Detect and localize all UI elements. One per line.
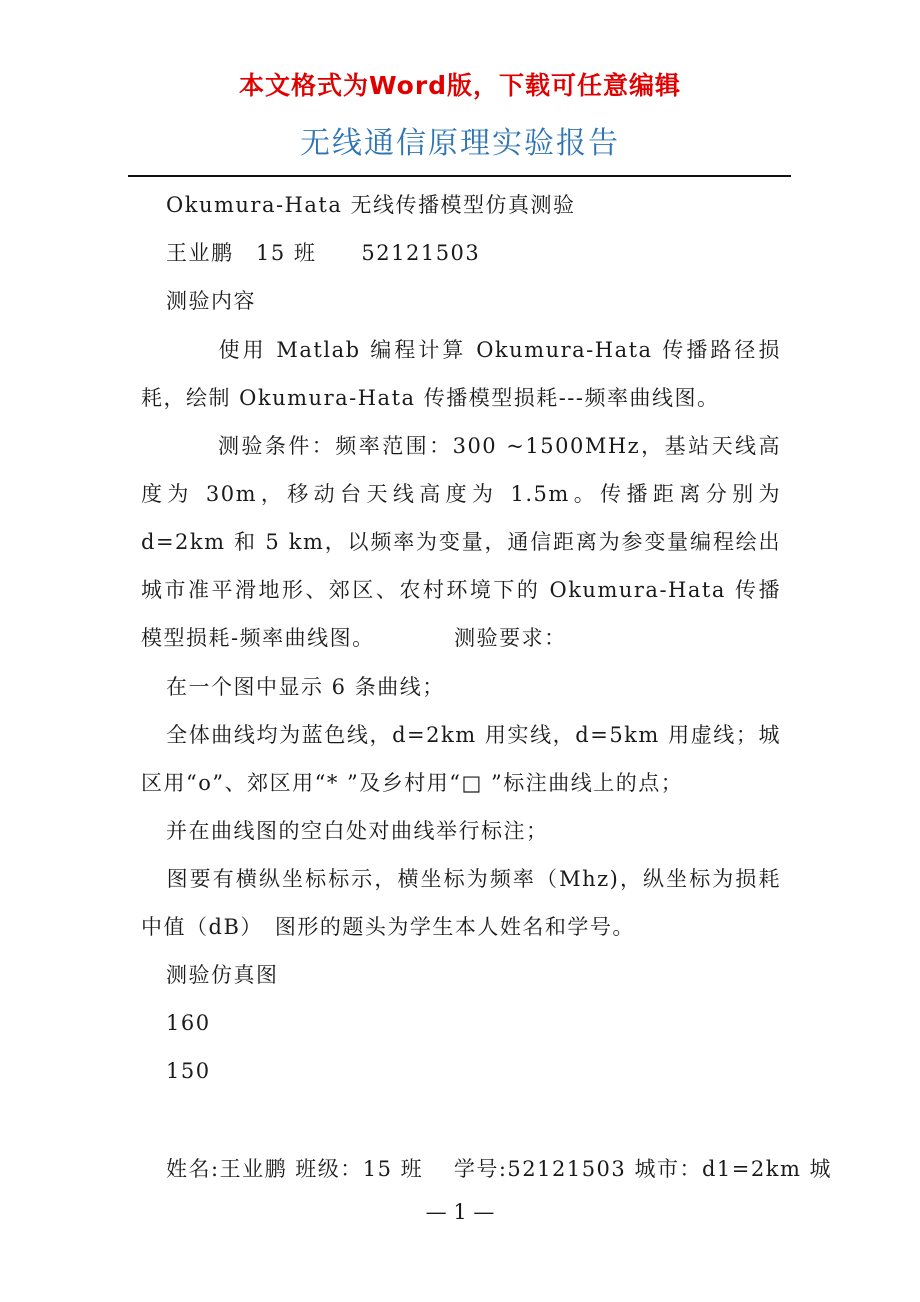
title-divider — [128, 175, 791, 177]
figure-caption: 姓名:王业鹏 班级：15 班 学号:52121503 城市：d1=2km 城 — [166, 1157, 833, 1181]
requirement-item-4-text: 图要有横纵坐标标示，横坐标为频率（Mhz)，纵坐标为损耗中值（dB） 图形的题头为学生本人姓名和学号。 — [141, 867, 781, 939]
content-paragraph-text: 使用 Matlab 编程计算 Okumura-Hata 传播路径损耗，绘制 Okumura-Hata 传播模型损耗---频率曲线图。 — [141, 338, 781, 410]
requirement-item-2 — [141, 711, 781, 807]
report-subtitle: Okumura-Hata 无线传播模型仿真测验 — [166, 193, 576, 217]
conditions-paragraph — [141, 422, 781, 662]
content-paragraph — [141, 326, 781, 422]
axis-tick-label: 160 — [166, 1011, 211, 1035]
format-banner: 本文格式为Word版，下载可任意编辑 — [238, 71, 682, 100]
requirement-item-3: 并在曲线图的空白处对曲线举行标注； — [166, 819, 549, 843]
author-line: 王业鹏 15 班 52121503 — [166, 241, 481, 265]
section-heading-content: 测验内容 — [166, 289, 256, 313]
document-title: 无线通信原理实验报告 — [300, 126, 620, 161]
requirement-item-2-text: 全体曲线均为蓝色线，d=2km 用实线，d=5km 用虚线；城区用“o”、郊区用“* ”及乡村用“□ ”标注曲线上的点； — [141, 723, 781, 795]
section-heading-figure: 测验仿真图 — [166, 963, 279, 987]
conditions-paragraph-text: 测验条件：频率范围：300 ~1500MHz，基站天线高度为 30m，移动台天线高度为 1.5m。传播距离分别为 d=2km 和 5 km，以频率为变量，通信距离为参变量编程绘出城市准平滑地形、郊区、农村环境下的 Okumura-Hata 传播模型损耗-频率曲线图。 测验要求： — [141, 434, 781, 650]
axis-tick-label: 150 — [166, 1059, 211, 1083]
requirement-item-4 — [141, 855, 781, 951]
requirement-item-1: 在一个图中显示 6 条曲线； — [166, 675, 445, 699]
page-number: — 1 — — [425, 1200, 495, 1224]
